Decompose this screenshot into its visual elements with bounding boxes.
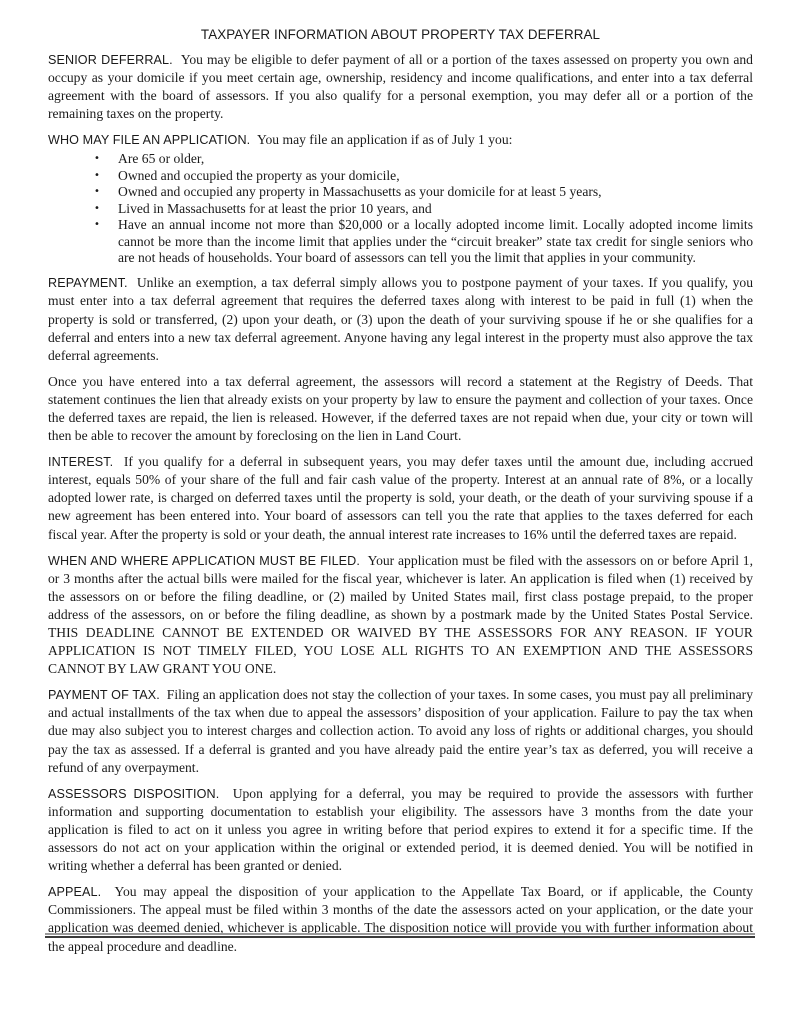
eligibility-criteria-list — [48, 151, 753, 266]
bullet-icon: • — [94, 219, 100, 231]
section-paragraph — [48, 785, 753, 875]
list-item-text: Have an annual income not more than $20,000 or a locally adopted income limit. Locally adopted income limits cannot be more than the income limit that applies under the “circuit breaker” state tax credit for single seniors who are not heads of households. Your board of assessors can tell you the limit that applies in your community. — [118, 217, 753, 265]
section-interest — [48, 453, 753, 543]
section-lien-statement — [48, 373, 753, 445]
section-text: You may appeal the disposition of your application to the Appellate Tax Board, or if applicable, the County Commissioners. The appeal must be filed within 3 months of the date the assessors acted on your application, or the date your application was deemed denied, whichever is applicable. The disposition notice will provide you with further information about the appeal procedure and deadline. — [48, 884, 753, 954]
section-heading: SENIOR DEFERRAL. — [48, 53, 173, 67]
list-item — [48, 168, 753, 184]
bullet-icon: • — [94, 186, 100, 198]
document-page — [48, 26, 753, 964]
section-heading: WHEN AND WHERE APPLICATION MUST BE FILED. — [48, 553, 360, 568]
section-text: Filing an application does not stay the collection of your taxes. In some cases, you must pay all preliminary and actual installments of the tax when due to appeal the assessors’ disposition of your application. Failure to pay the tax when due may also subject you to interest charges and collection action. To avoid any loss of rights or additional charges, you should pay the tax as assessed. If a deferral is granted and you have already paid the entire year’s tax as deferred, you will receive a refund of any overpayment. — [48, 687, 753, 775]
bullet-icon: • — [94, 169, 100, 181]
section-paragraph — [48, 883, 753, 955]
section-text: Your application must be filed with the assessors on or before April 1, or 3 months after the actual bills were mailed for the fiscal year, whichever is later. An application is filed when (1) received by the assessors on or before the filing deadline, or (2) mailed by United States mail, first class postage prepaid, to the proper address of the assessors, on or before the filing deadline, as shown by a postmark made by the United States Postal Service. THIS DEADLINE CANNOT BE EXTENDED OR WAIVED BY THE ASSESSORS FOR ANY REASON. IF YOUR APPLICATION IS NOT TIMELY FILED, YOU LOSE ALL RIGHTS TO AN EXEMPTION AND THE ASSESSORS CANNOT BY LAW GRANT YOU ONE. — [48, 552, 753, 677]
section-paragraph — [48, 274, 753, 364]
list-item — [48, 201, 753, 217]
section-assessors-disposition — [48, 785, 753, 875]
section-paragraph: Once you have entered into a tax deferral agreement, the assessors will record a statement at the Registry of Deeds. That statement continues the lien that already exists on your property by law to ensure the payment and collection of your taxes. Once the deferred taxes are repaid, the lien is released. However, if the deferred taxes are not repaid when due, your city or town will then be able to recover the amount by foreclosing on the lien in Land Court. — [48, 373, 753, 444]
section-payment-of-tax — [48, 686, 753, 776]
list-item-text: Owned and occupied any property in Massachusetts as your domicile for at least 5 years, — [118, 184, 602, 200]
list-item-text: Owned and occupied the property as your domicile, — [118, 167, 400, 183]
section-heading: ASSESSORS DISPOSITION. — [48, 786, 220, 801]
document-title: TAXPAYER INFORMATION ABOUT PROPERTY TAX DEFERRAL — [200, 27, 601, 42]
section-text: Unlike an exemption, a tax deferral simply allows you to postpone payment of your taxes. If you qualify, you must enter into a tax deferral agreement that requires the deferred taxes along with interest to be paid in full (1) when the property is sold or transferred, (2) upon your death, or (3) upon the death of your surviving spouse if he or she qualifies for a deferral and enters into a new tax deferral agreement. Anyone having any legal interest in the property must also approve the tax deferral agreements. — [48, 275, 754, 363]
section-repayment — [48, 274, 753, 364]
list-item — [48, 151, 753, 167]
list-item-text: Are 65 or older, — [118, 151, 205, 167]
section-heading: REPAYMENT. — [48, 276, 128, 291]
section-paragraph — [48, 453, 753, 543]
section-senior-deferral — [48, 51, 753, 123]
section-text: If you qualify for a deferral in subsequent years, you may defer taxes until the amount due, including accrued interest, equals 50% of your share of the full and fair cash value of the property. Interest at an annual rate of 8%, or a locally adopted lower rate, is charged on deferred taxes until the property is sold, your death, or the death of your surviving spouse if a new agreement has been entered into. Your board of assessors can tell you the rate that applies to the taxes deferred for each fiscal year. After the property is sold or your death, the annual interest rate increases to 16% until the deferred taxes are repaid. — [48, 454, 754, 542]
section-appeal — [48, 883, 753, 955]
section-text: You may file an application if as of July 1 you: — [257, 132, 513, 148]
section-heading: INTEREST. — [48, 455, 114, 470]
list-item-text: Lived in Massachusetts for at least the prior 10 years, and — [118, 200, 432, 216]
section-heading: APPEAL. — [48, 885, 102, 900]
list-item — [48, 184, 753, 200]
bullet-icon: • — [94, 153, 100, 165]
section-paragraph — [48, 131, 753, 149]
section-paragraph — [48, 686, 753, 776]
section-text: Upon applying for a deferral, you may be required to provide the assessors with further information and supporting documentation to establish your eligibility. The assessors have 3 months from the date your application is filed to act on it unless you agree in writing before that period expires to extend it for a specific time. If the assessors do not act on your application within the original or extended period, it is deemed denied. You will be notified in writing whether a deferral has been granted or denied. — [48, 785, 754, 874]
section-text: You may be eligible to defer payment of all or a portion of the taxes assessed on property you own and occupy as your domicile if you meet certain age, ownership, residency and income qualifications, and enter into a tax deferral agreement with the board of assessors. If you also qualify for a personal exemption, you may defer all or a portion of the remaining taxes on the property. — [48, 52, 753, 122]
section-paragraph — [48, 552, 753, 679]
footer-double-rule-divider — [45, 933, 755, 938]
section-heading: WHO MAY FILE AN APPLICATION. — [48, 133, 251, 148]
section-who-may-file — [48, 131, 753, 266]
section-heading: PAYMENT OF TAX. — [48, 688, 160, 703]
list-item — [48, 217, 753, 266]
bullet-icon: • — [94, 202, 100, 214]
section-when-where-filed — [48, 552, 753, 679]
section-paragraph — [48, 51, 753, 123]
